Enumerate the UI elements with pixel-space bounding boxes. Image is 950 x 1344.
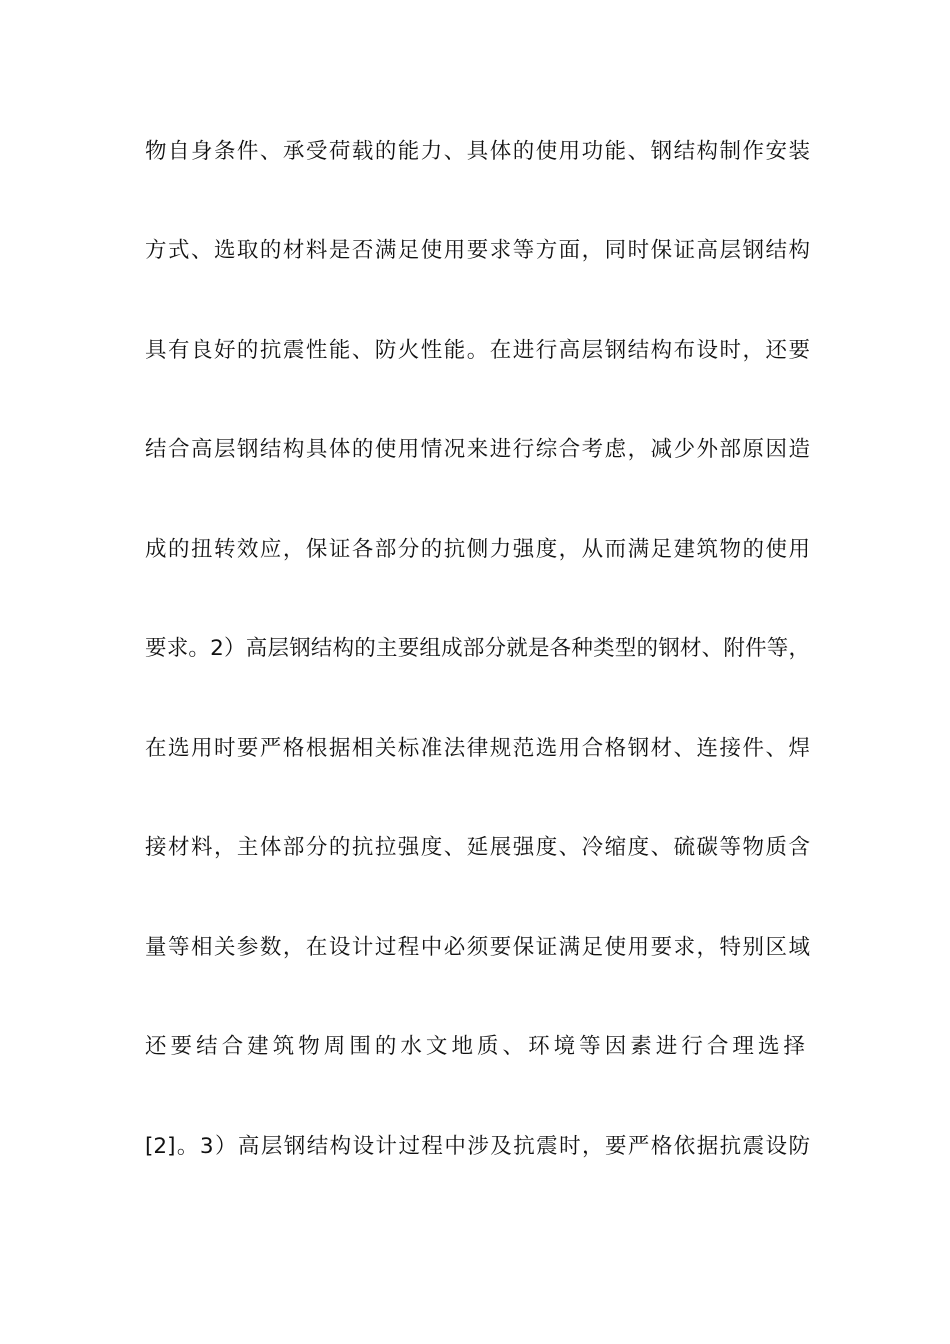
paragraph-line: 要求。2）高层钢结构的主要组成部分就是各种类型的钢材、附件等， <box>145 636 810 661</box>
paragraph-line: 具有良好的抗震性能、防火性能。在进行高层钢结构布设时，还要 <box>145 338 810 363</box>
paragraph-line: 结合高层钢结构具体的使用情况来进行综合考虑，减少外部原因造 <box>145 437 810 462</box>
paragraph-line: 还要结合建筑物周围的水文地质、环境等因素进行合理选择 <box>145 1034 805 1059</box>
paragraph-line: 接材料，主体部分的抗拉强度、延展强度、冷缩度、硫碳等物质含 <box>145 835 810 860</box>
paragraph-line: 方式、选取的材料是否满足使用要求等方面，同时保证高层钢结构 <box>145 238 810 263</box>
paragraph-line: 在选用时要严格根据相关标准法律规范选用合格钢材、连接件、焊 <box>145 736 810 761</box>
paragraph-line: 物自身条件、承受荷载的能力、具体的使用功能、钢结构制作安装 <box>145 139 810 164</box>
paragraph-line: 成的扭转效应，保证各部分的抗侧力强度，从而满足建筑物的使用 <box>145 537 810 562</box>
paragraph-line: 量等相关参数，在设计过程中必须要保证满足使用要求，特别区域 <box>145 935 810 960</box>
paragraph-line: [2]。3）高层钢结构设计过程中涉及抗震时，要严格依据抗震设防 <box>145 1134 810 1159</box>
